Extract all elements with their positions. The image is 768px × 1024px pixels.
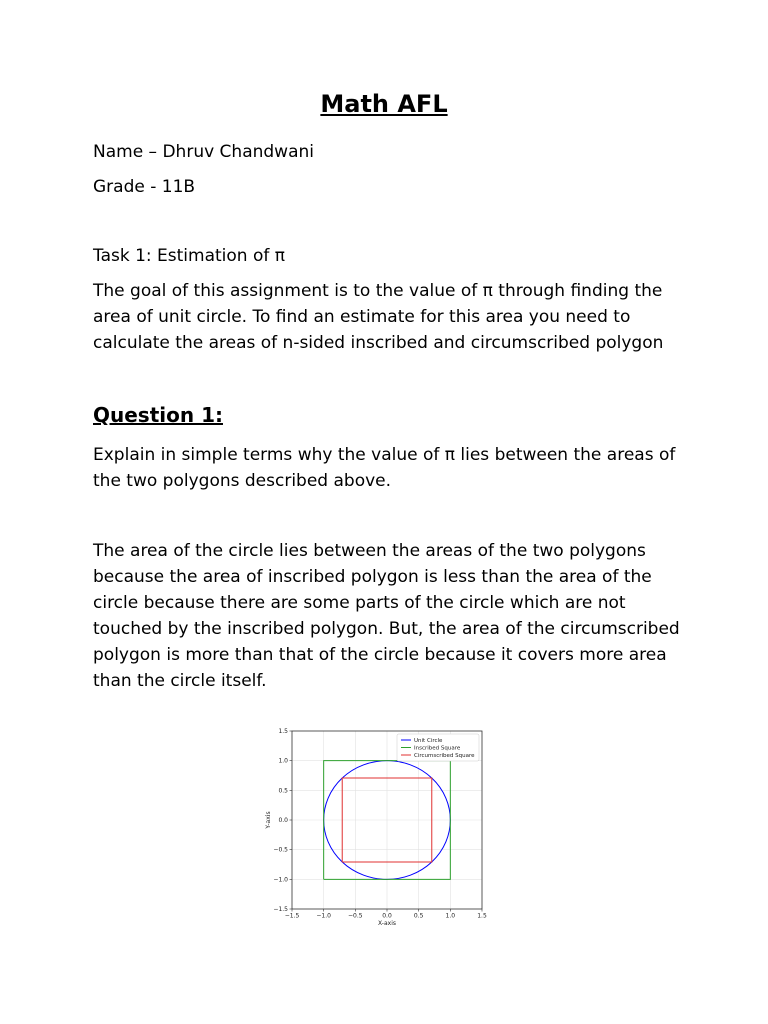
x-tick-label: 0.0 xyxy=(382,912,392,920)
x-tick-label: 1.5 xyxy=(477,912,487,920)
question-1-text: Explain in simple terms why the value of π lies between the areas of the two polygons described above. xyxy=(93,445,676,491)
chart-svg xyxy=(262,702,506,936)
grade-line: Grade - 11B xyxy=(93,177,196,197)
legend-label: Circumscribed Square xyxy=(414,753,475,759)
x-tick-label: −1.5 xyxy=(284,912,300,920)
x-axis-label: X-axis xyxy=(378,920,396,927)
y-tick-label: −1.5 xyxy=(273,906,288,913)
y-tick-label: 0.5 xyxy=(278,787,288,795)
legend-label: Unit Circle xyxy=(414,738,443,744)
y-axis-label: Y-axis xyxy=(265,811,272,829)
answer-paragraph: The area of the circle lies between the areas of the two polygons because the area of inscribed polygon is less than the area of the circle because there are some parts of the circle which are not touched by the inscribed polygon. But, the area of the circumscribed polygon is more than that of the circle because it covers more area than the circle itself. xyxy=(93,541,680,691)
task-line: Task 1: Estimation of π xyxy=(93,246,285,266)
x-tick-label: −0.5 xyxy=(348,912,363,920)
polygon-chart xyxy=(262,702,506,936)
y-tick-label: −1.0 xyxy=(273,876,288,884)
legend-label: Inscribed Square xyxy=(414,745,461,752)
x-tick-label: 1.0 xyxy=(445,912,456,920)
y-tick-label: 1.0 xyxy=(278,757,288,765)
y-tick-label: −0.5 xyxy=(273,846,288,854)
x-tick-label: 0.5 xyxy=(413,912,424,920)
name-line: Name – Dhruv Chandwani xyxy=(93,142,314,162)
question-1-heading: Question 1: xyxy=(93,403,223,427)
y-tick-label: 0.0 xyxy=(278,817,288,824)
document-title: Math AFL xyxy=(320,90,448,118)
intro-paragraph: The goal of this assignment is to the value of π through finding the area of unit circle. To find an estimate for this area you need to calculate the areas of n-sided inscribed and circumscribed polygon xyxy=(93,281,664,353)
y-tick-label: 1.5 xyxy=(278,728,288,735)
x-tick-label: −1.0 xyxy=(316,912,331,920)
